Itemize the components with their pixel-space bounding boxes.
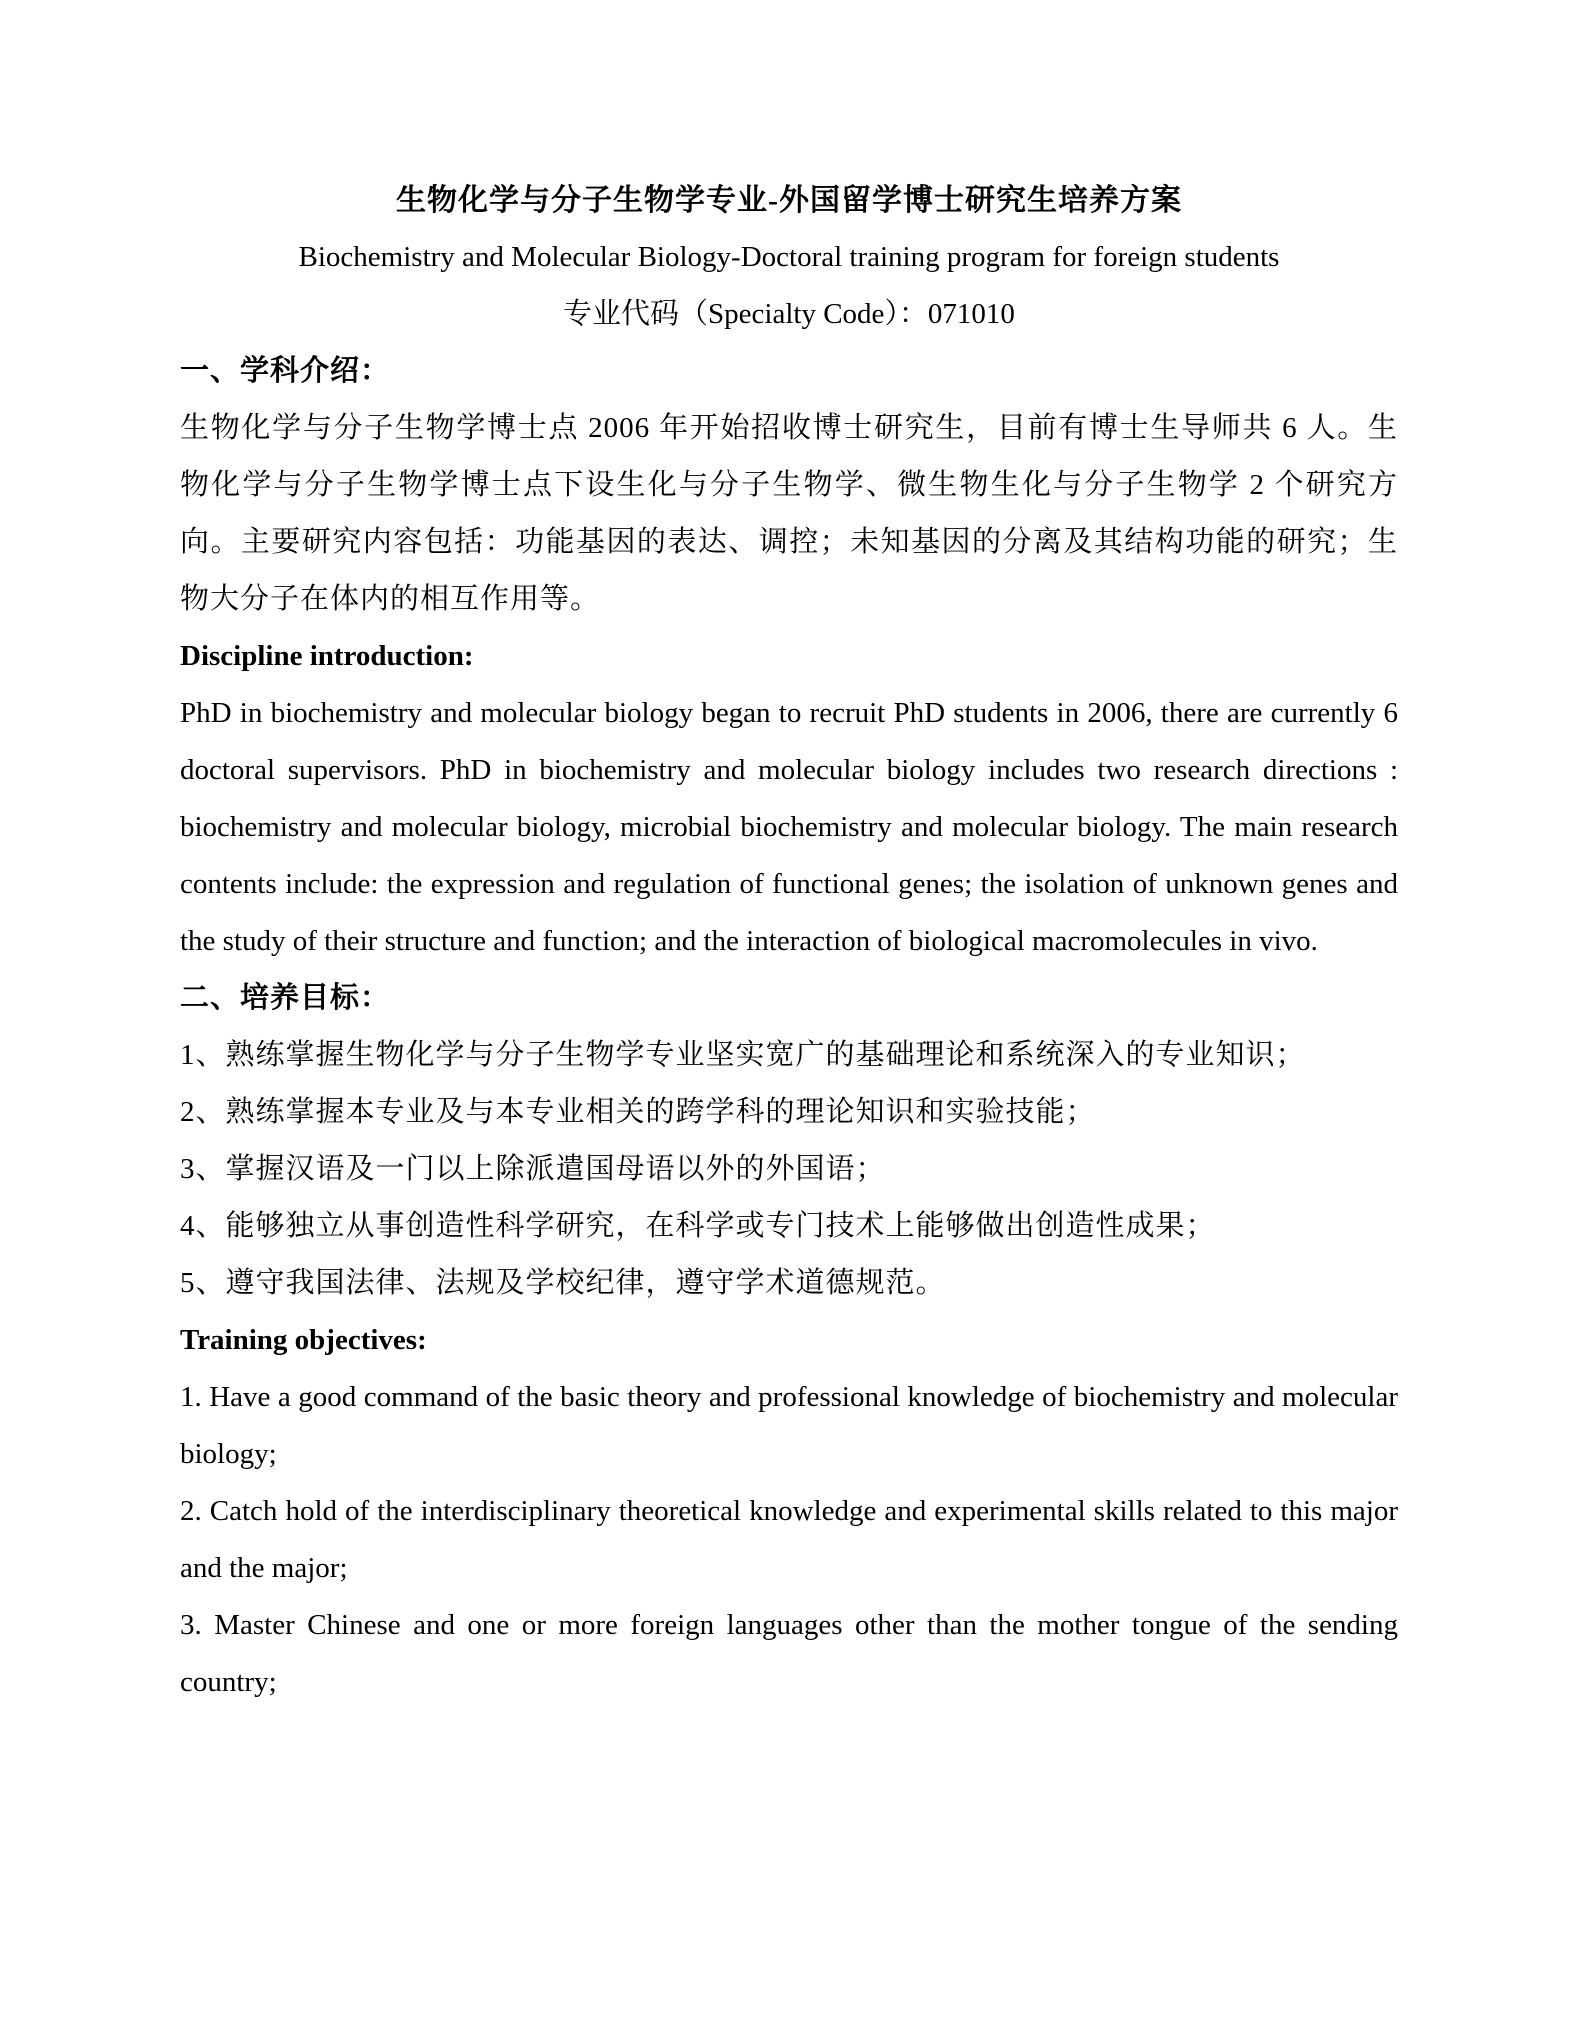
training-objective-zh-5: 5、遵守我国法律、法规及学校纪律，遵守学术道德规范。 [180,1267,946,1299]
document-title-en: Biochemistry and Molecular Biology-Doctoral training program for foreign students [298,241,1280,273]
training-objective-zh-2: 2、熟练掌握本专业及与本专业相关的跨学科的理论知识和实验技能； [180,1096,1096,1128]
training-objective-zh-4: 4、能够独立从事创造性科学研究，在科学或专门技术上能够做出创造性成果； [180,1210,1216,1242]
training-objective-zh-1: 1、熟练掌握生物化学与分子生物学专业坚实宽广的基础理论和系统深入的专业知识； [180,1039,1306,1071]
training-objective-en-3: 3. Master Chinese and one or more foreign languages other than the mother tongue of the sending country; [180,1609,1398,1698]
training-objective-en-2: 2. Catch hold of the interdisciplinary theoretical knowledge and experimental skills related to this major and the major; [180,1495,1398,1584]
training-objective-en-1: 1. Have a good command of the basic theory and professional knowledge of biochemistry and molecular biology; [180,1381,1398,1470]
heading-training-objectives-zh: 二、培养目标： [180,982,391,1014]
specialty-code-line: 专业代码（Specialty Code）：071010 [563,298,1015,330]
document-title-zh: 生物化学与分子生物学专业-外国留学博士研究生培养方案 [396,184,1182,217]
paragraph-discipline-introduction-en: PhD in biochemistry and molecular biology began to recruit PhD students in 2006, there are currently 6 doctoral supervisors. PhD in biochemistry and molecular biology includes two research directions : biochemistry and molecular biology, microbial biochemistry and molecular biology. The main research contents include: the expression and regulation of functional genes; the isolation of unknown genes and the study of their structure and function; and the interaction of biological macromolecules in vivo. [180,697,1398,957]
heading-discipline-introduction-zh: 一、学科介绍： [180,355,391,387]
heading-discipline-introduction-en: Discipline introduction: [180,640,474,672]
training-objective-zh-3: 3、掌握汉语及一门以上除派遣国母语以外的外国语； [180,1153,886,1185]
document-content [180,172,1398,1711]
heading-training-objectives-en: Training objectives: [180,1324,427,1356]
paragraph-discipline-introduction-zh: 生物化学与分子生物学博士点 2006 年开始招收博士研究生，目前有博士生导师共 6 人。生物化学与分子生物学博士点下设生化与分子生物学、微生物生化与分子生物学 2 个研究方向。主要研究内容包括：功能基因的表达、调控；未知基因的分离及其结构功能的研究；生物大分子在体内的相互作用等。 [180,412,1398,615]
